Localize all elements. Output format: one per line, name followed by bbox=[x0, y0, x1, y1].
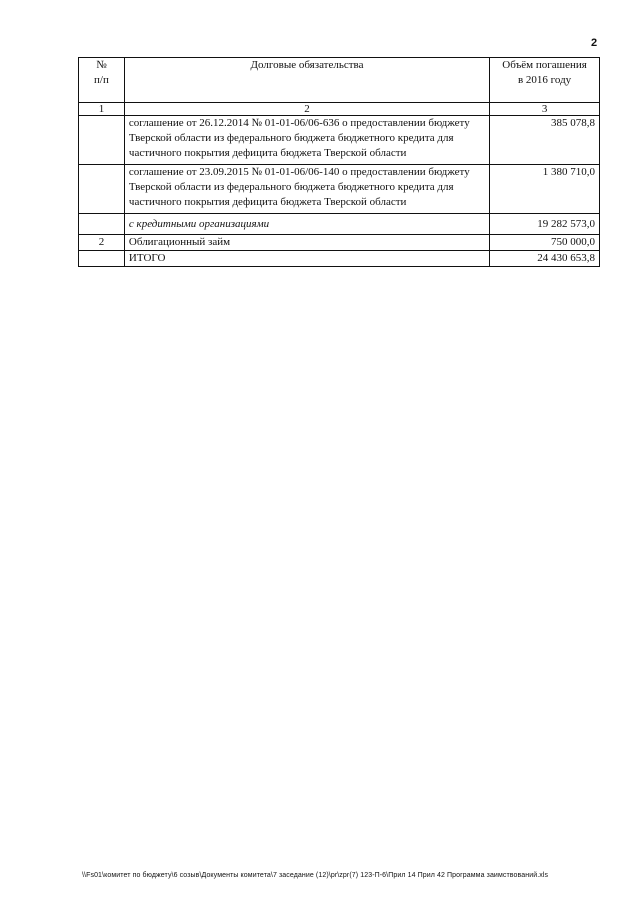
row-value: 385 078,8 bbox=[490, 116, 600, 165]
debt-obligations-table bbox=[78, 57, 600, 267]
table-header-row bbox=[79, 58, 600, 103]
row-num bbox=[79, 165, 125, 214]
row-value: 750 000,0 bbox=[490, 235, 600, 251]
table-row bbox=[79, 116, 600, 165]
page-number: 2 bbox=[591, 37, 598, 49]
total-value: 24 430 653,8 bbox=[490, 251, 600, 267]
row-description: Облигационный займ bbox=[124, 235, 489, 251]
header-obligations: Долговые обязательства bbox=[124, 58, 489, 103]
column-index-row bbox=[79, 103, 600, 116]
row-description: соглашение от 26.12.2014 № 01-01-06/06-636 о предоставлении бюджету Тверской области из федерального бюджета бюджетного кредита для частичного покрытия дефицита бюджета Тверской области bbox=[124, 116, 489, 165]
row-num: 2 bbox=[79, 235, 125, 251]
table-row bbox=[79, 165, 600, 214]
table-row bbox=[79, 214, 600, 235]
index-cell: 3 bbox=[490, 103, 600, 116]
row-value: 1 380 710,0 bbox=[490, 165, 600, 214]
row-value: 19 282 573,0 bbox=[490, 214, 600, 235]
row-description: с кредитными организациями bbox=[124, 214, 489, 235]
row-description: соглашение от 23.09.2015 № 01-01-06/06-140 о предоставлении бюджету Тверской области из федерального бюджета бюджетного кредита для частичного покрытия дефицита бюджета Тверской области bbox=[124, 165, 489, 214]
index-cell: 1 bbox=[79, 103, 125, 116]
footer-file-path: \\Fs01\комитет по бюджету\6 созыв\Документы комитета\7 заседание (12)\pr\zpr(7) 123-П-6\Прил 14 Прил 42 Программа заимствований.xls bbox=[82, 872, 549, 879]
row-num bbox=[79, 214, 125, 235]
index-cell: 2 bbox=[124, 103, 489, 116]
table-row bbox=[79, 235, 600, 251]
header-num: № п/п bbox=[79, 58, 125, 103]
total-label: ИТОГО bbox=[124, 251, 489, 267]
total-row bbox=[79, 251, 600, 267]
row-num bbox=[79, 251, 125, 267]
row-num bbox=[79, 116, 125, 165]
header-volume: Объём погашения в 2016 году bbox=[490, 58, 600, 103]
